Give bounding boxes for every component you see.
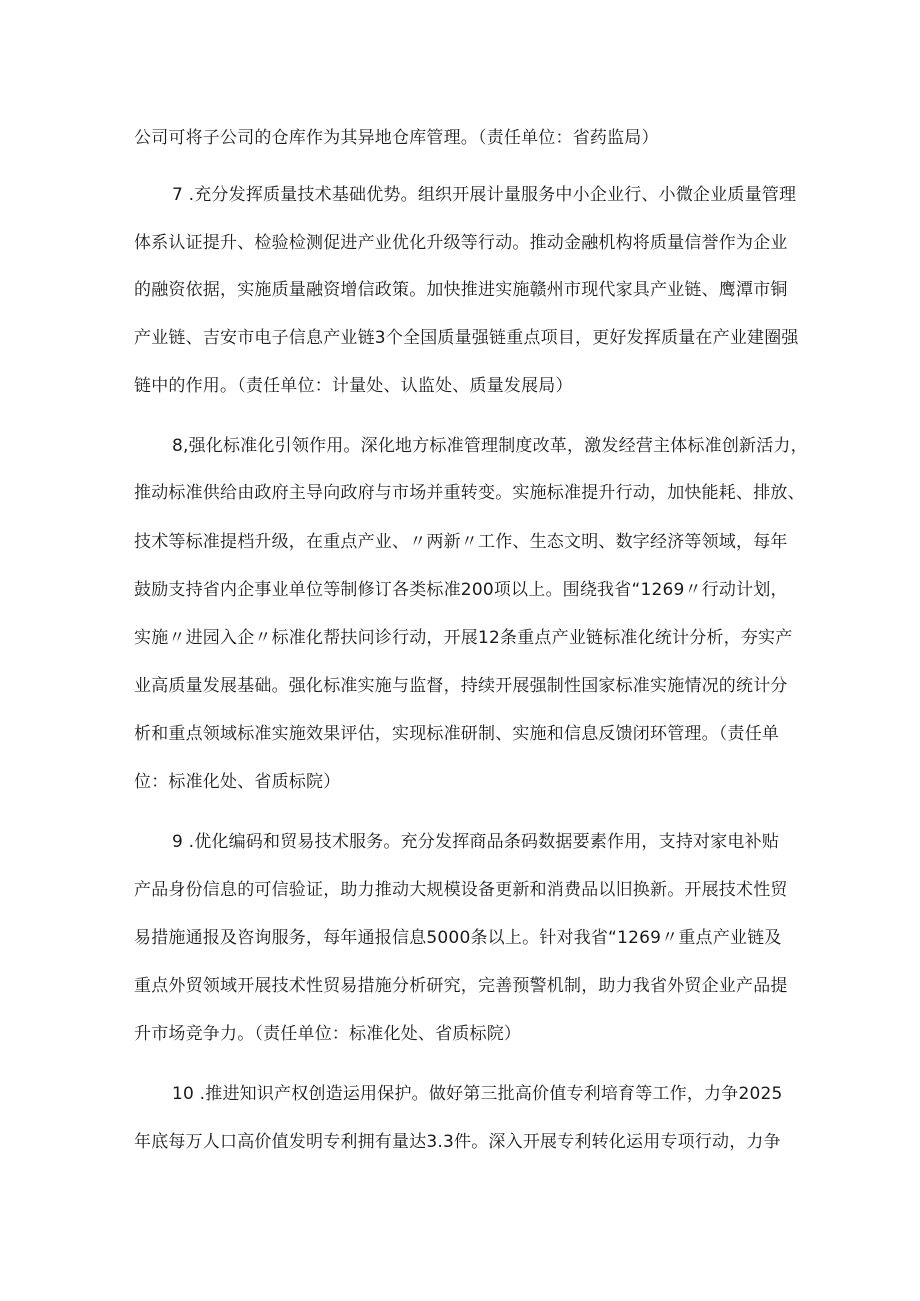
text-line: 10 .推进知识产权创造运用保护。做好第三批高价值专利培育等工作，力争2025 [172, 1084, 783, 1104]
text-line: 析和重点领域标准实施效果评估，实现标准研制、实施和信息反馈闭环管理。（责任单 [134, 724, 780, 744]
text-line: 链中的作用。（责任单位：计量处、认监处、质量发展局） [134, 376, 573, 396]
text-line: 位：标准化处、省质标院） [134, 772, 341, 792]
text-line: 9 .优化编码和贸易技术服务。充分发挥商品条码数据要素作用，支持对家电补贴 [172, 832, 780, 852]
text-line: 体系认证提升、检验检测促进产业优化升级等行动。推动金融机构将质量信誉作为企业 [134, 233, 788, 253]
text-line: 推动标准供给由政府主导向政府与市场并重转变。实施标准提升行动，加快能耗、排放、 [134, 483, 805, 503]
text-line: 业高质量发展基础。强化标准实施与监督，持续开展强制性国家标准实施情况的统计分 [134, 676, 788, 696]
text-line: 公司可将子公司的仓库作为其异地仓库管理。（责任单位：省药监局） [134, 128, 659, 148]
text-line: 7 .充分发挥质量技术基础优势。组织开展计量服务中小企业行、小微企业质量管理 [172, 185, 797, 205]
text-line: 产品身份信息的可信验证，助力推动大规模设备更新和消费品以旧换新。开展技术性贸 [134, 880, 788, 900]
text-line: 重点外贸领域开展技术性贸易措施分析研究，完善预警机制，助力我省外贸企业产品提 [134, 976, 788, 996]
text-line: 产业链、吉安市电子信息产业链3个全国质量强链重点项目，更好发挥质量在产业建圈强 [134, 328, 799, 348]
text-line: 鼓励支持省内企事业单位等制修订各类标准200项以上。围绕我省“1269〃行动计划， [134, 580, 788, 600]
text-line: 实施〃进园入企〃标准化帮扶问诊行动，开展12条重点产业链标准化统计分析，夯实产 [134, 628, 793, 648]
text-line: 的融资依据，实施质量融资增信政策。加快推进实施赣州市现代家具产业链、鹰潭市铜 [134, 280, 788, 300]
text-line: 易措施通报及咨询服务，每年通报信息5000条以上。针对我省“1269〃重点产业链及 [134, 928, 782, 948]
text-line: 年底每万人口高价值发明专利拥有量达3.3件。深入开展专利转化运用专项行动，力争 [134, 1132, 781, 1152]
text-line: 升市场竞争力。（责任单位：标准化处、省质标院） [134, 1024, 522, 1044]
text-line: 8,强化标准化引领作用。深化地方标准管理制度改革，激发经营主体标准创新活力， [172, 436, 808, 456]
text-line: 技术等标准提档升级，在重点产业、〃两新〃工作、生态文明、数字经济等领域，每年 [134, 532, 788, 552]
